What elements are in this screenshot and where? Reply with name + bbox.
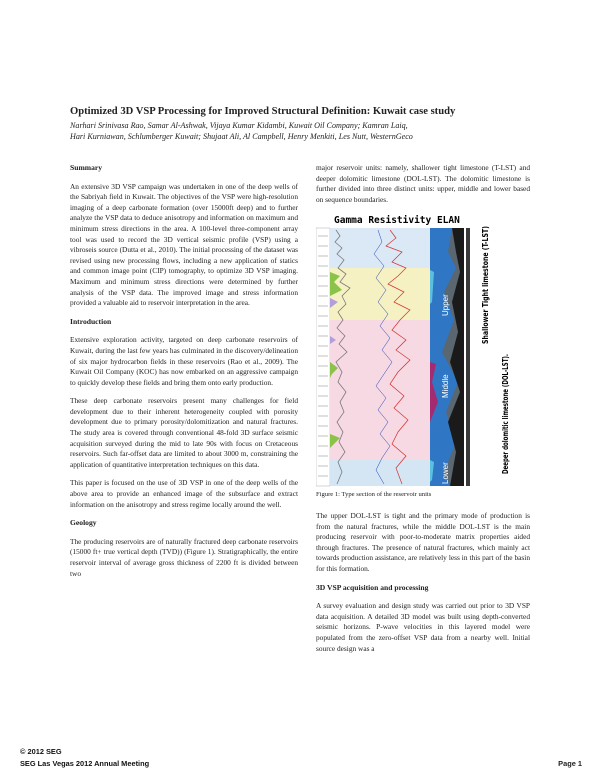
introduction-paragraph-2: These deep carbonate reservoirs present many challenges for field development due to their inherent heterogeneity coupled with porosity development due to primary porosity/dolomitization and natural fractures. The study area is covered through conventional 48-fold 3D surface seismic acquisition surveyed during the mid to late 90s with focus on Cretaceous reservoirs. Such far-offset data are limited to about 3000 m, constraining the application of quantitative interpretation techniques on this data. <box>70 396 298 469</box>
zone-lower-band <box>330 460 430 486</box>
acquisition-heading: 3D VSP acquisition and processing <box>316 582 429 592</box>
footer-copyright: © 2012 SEG <box>20 747 62 756</box>
introduction-paragraph-1: Extensive exploration activity, targeted on deep carbonate reservoirs of Kuwait, during the last few years has culminated in the discovery/delineation of six major hydrocarbon fields in these reservoirs (Rao et al., 2009). The Kuwait Oil Company (KOC) has now embarked on an aggressive campaign to quickly develop these fields and bring them onto early production. <box>70 335 298 387</box>
page-number: Page 1 <box>558 759 582 768</box>
type-section-log-image <box>316 212 530 488</box>
author-list <box>70 120 540 142</box>
label-middle: Middle <box>441 374 450 398</box>
left-column <box>70 163 298 587</box>
figure-header-text: Gamma Resistivity ELAN <box>334 215 460 226</box>
geology-paragraph: The producing reservoirs are of naturally fractured deep carbonate reservoirs (15000 ft+ true vertical depth (TVD)) (Figure 1). Stratigraphically, the entire reservoir interval of average gross thickness of 2200 ft is divided between two <box>70 536 298 578</box>
label-dollst: Deeper dolomitic limestone (DOL-LST). <box>501 298 510 474</box>
footer-meeting: SEG Las Vegas 2012 Annual Meeting <box>20 759 150 768</box>
geology-heading: Geology <box>70 518 97 528</box>
right-column-top <box>316 163 530 213</box>
dol-lst-paragraph: The upper DOL-LST is tight and the primary mode of production is from the natural fractures, while the middle DOL-LST is the main producing reservoir with poor-to-moderate matrix properties aided through fractures. The presence of natural fractures, which mainly act towards production assistance, are relatively less in this part of the basin for this formation. <box>316 511 530 573</box>
introduction-heading: Introduction <box>70 316 112 326</box>
zone-tlst-band <box>330 228 430 268</box>
introduction-paragraph-3: This paper is focused on the use of 3D VSP in one of the deep wells of the above area to provide an enhanced image of the subsurface and extract information on the anisotropy and stress regime locally around the well. <box>70 478 298 509</box>
zone-middle-band <box>330 320 430 460</box>
summary-heading: Summary <box>70 163 103 172</box>
paper-title: Optimized 3D VSP Processing for Improved Structural Definition: Kuwait case study <box>70 106 456 117</box>
type-section-figure <box>316 212 530 488</box>
label-lower: Lower <box>441 462 450 484</box>
interpretation-panel <box>464 212 530 486</box>
authors-line-1: Narhari Srinivasa Rao, Samar Al-Ashwak, Vijaya Kumar Kidambi, Kuwait Oil Company; Kamran Laiq, <box>70 121 408 130</box>
label-upper: Upper <box>441 294 450 316</box>
figure-caption: Figure 1: Type section of the reservoir units <box>316 491 432 498</box>
authors-line-2: Hari Kurniawan, Schlumberger Kuwait; Shujaat Ali, Al Campbell, Henry Menkiti, Les Nutt, WesternGeco <box>70 132 413 141</box>
reservoir-units-paragraph: major reservoir units: namely, shallower tight limestone (T-LST) and deeper dolomitic limestone (DOL-LST). The dolomitic limestone is further divided into three distinct units: upper, middle and lower based on sequence boundaries. <box>316 163 530 204</box>
summary-paragraph: An extensive 3D VSP campaign was undertaken in one of the deep wells of the Sabriyah field in Kuwait. The objectives of the VSP were high-resolution imaging of a deep carbonate formation (over 15000ft deep) and to further analyze the VSP data to deduce anisotropy and information on maximum and minimum stress directions in the area. A 100-level three-component array tool was used to record the 3D vertical seismic profile (VSP) using a vibroseis source (Dutta et al., 2010). The initial processing of the dataset was revised using new processing flows, including a new application of statics and common image point (CIP) tomography, to optimize 3D VSP imaging. Maximum and minimum stress directions were determined by further analysis of the VSP data. The improved image and stress information provided a valuable aid to reservoir interpretation in the area. <box>70 181 298 308</box>
depth-track <box>316 228 330 486</box>
acquisition-paragraph: A survey evaluation and design study was carried out prior to 3D VSP data acquisition. A detailed 3D model was built using depth-converted seismic horizons. P-wave velocities in this layered model were populated from the zero-offset VSP data from a nearby well. Initial source design was a <box>316 601 530 653</box>
label-tlst: Shallower Tight limestone (T-LST) <box>481 212 490 344</box>
right-column-bottom <box>316 511 530 662</box>
